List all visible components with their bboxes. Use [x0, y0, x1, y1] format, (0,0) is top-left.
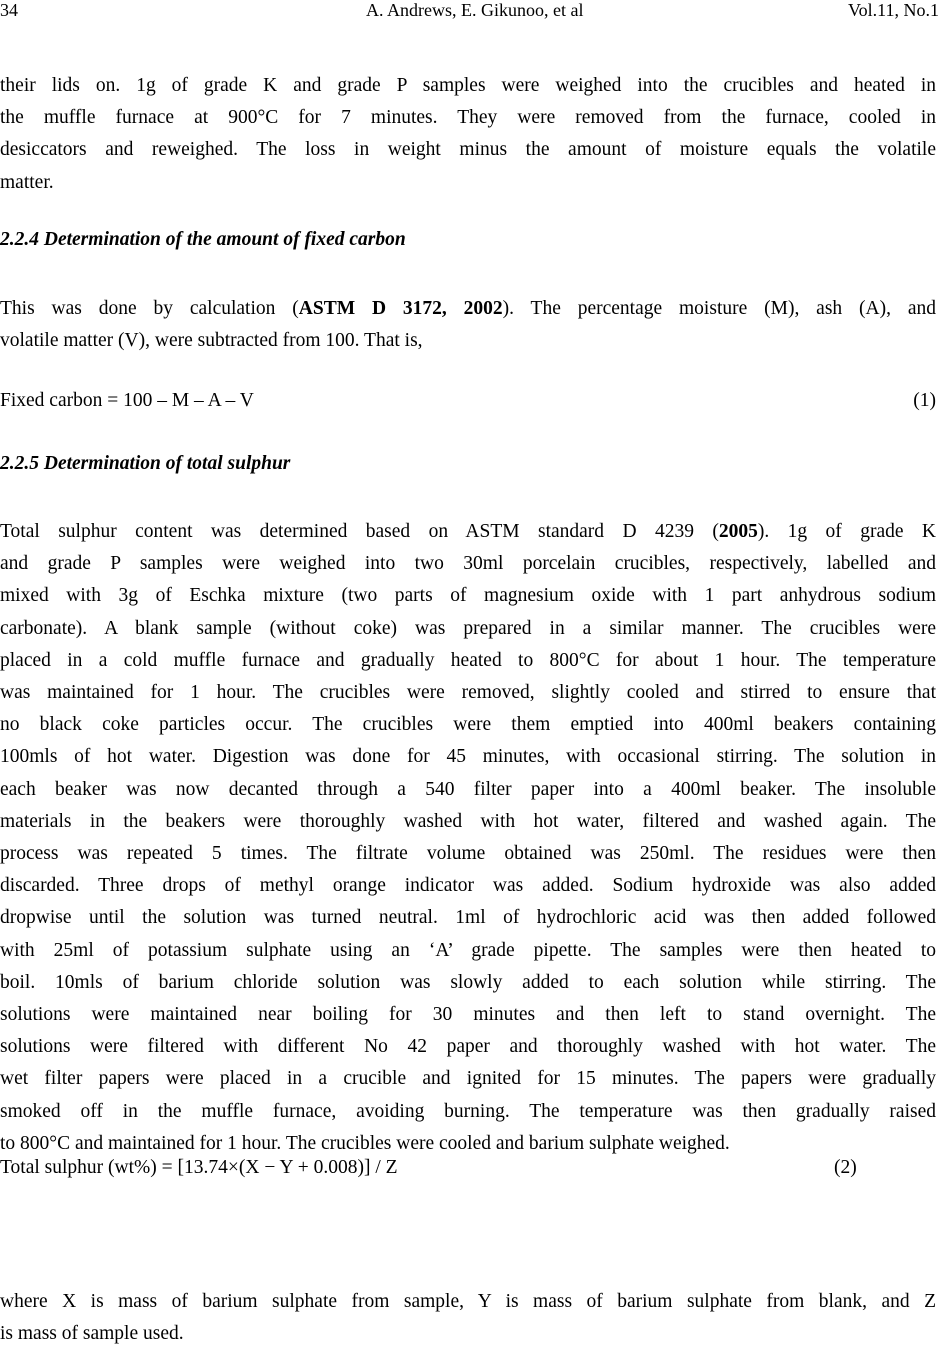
section-heading-total-sulphur: 2.2.5 Determination of total sulphur: [0, 453, 291, 474]
text-line: volatile matter (V), were subtracted from 100. That is,: [0, 330, 423, 352]
equation-number-1: (1): [913, 390, 936, 411]
equation-total-sulphur: Total sulphur (wt%) = [13.74×(X − Y + 0.008)] / Z: [0, 1157, 398, 1178]
text-line: the muffle furnace at 900°C for 7 minutes. They were removed from the furnace, cooled in: [0, 107, 936, 129]
running-header: [0, 0, 939, 24]
running-authors: A. Andrews, E. Gikunoo, et al: [366, 0, 584, 20]
text-line: no black coke particles occur. The crucibles were them emptied into 400ml beakers containing: [0, 714, 936, 736]
text-line: materials in the beakers were thoroughly washed with hot water, filtered and washed again. The: [0, 810, 936, 832]
equation-fixed-carbon: Fixed carbon = 100 – M – A – V: [0, 390, 254, 411]
text-line: each beaker was now decanted through a 540 filter paper into a 400ml beaker. The insoluble: [0, 778, 936, 800]
text-run: ). 1g of grade K: [757, 521, 936, 542]
text-run: This was done by calculation (: [0, 298, 299, 319]
text-run: Total sulphur content was determined based on ASTM standard D 4239 (: [0, 521, 719, 542]
paragraph-volatile-matter: [0, 70, 936, 199]
text-line: was maintained for 1 hour. The crucibles were removed, slightly cooled and stirred to ensure that: [0, 682, 936, 704]
text-line: to 800°C and maintained for 1 hour. The crucibles were cooled and barium sulphate weighed.: [0, 1132, 730, 1154]
text-line: desiccators and reweighed. The loss in weight minus the amount of moisture equals the volatile: [0, 139, 936, 161]
astm-citation: ASTM D 3172, 2002: [298, 298, 503, 319]
text-line: boil. 10mls of barium chloride solution was slowly added to each solution while stirring. The: [0, 971, 936, 993]
text-line: carbonate). A blank sample (without coke) was prepared in a similar manner. The crucibles were: [0, 617, 936, 639]
text-line: wet filter papers were placed in a crucible and ignited for 15 minutes. The papers were gradually: [0, 1068, 936, 1090]
text-line: and grade P samples were weighed into two 30ml porcelain crucibles, respectively, labelled and: [0, 553, 936, 575]
paragraph-total-sulphur: [0, 516, 936, 1160]
text-run: ). The percentage moisture (M), ash (A), and: [502, 298, 937, 319]
text-line: their lids on. 1g of grade K and grade P samples were weighed into the crucibles and heated in: [0, 75, 936, 96]
text-line: matter.: [0, 171, 54, 193]
text-line: solutions were filtered with different No 42 paper and thoroughly washed with hot water. The: [0, 1036, 936, 1058]
paragraph-fixed-carbon: [0, 293, 936, 357]
text-line: [0, 293, 936, 325]
section-heading-fixed-carbon: 2.2.4 Determination of the amount of fixed carbon: [0, 229, 406, 250]
equation-number-2: (2): [834, 1157, 857, 1178]
journal-volume: Vol.11, No.1: [847, 0, 939, 20]
text-line: dropwise until the solution was turned neutral. 1ml of hydrochloric acid was then added followed: [0, 907, 936, 929]
text-line: with 25ml of potassium sulphate using an ‘A’ grade pipette. The samples were then heated to: [0, 939, 936, 961]
paragraph-variable-definitions: [0, 1286, 936, 1350]
page-number: 34: [0, 0, 18, 20]
text-line: process was repeated 5 times. The filtrate volume obtained was 250ml. The residues were then: [0, 843, 936, 865]
text-line: [0, 516, 936, 548]
text-line: placed in a cold muffle furnace and gradually heated to 800°C for about 1 hour. The temperature: [0, 649, 936, 671]
year-citation: 2005: [718, 521, 758, 542]
text-line: solutions were maintained near boiling for 30 minutes and then left to stand overnight. The: [0, 1004, 936, 1026]
text-line: smoked off in the muffle furnace, avoiding burning. The temperature was then gradually raised: [0, 1100, 936, 1122]
text-line: where X is mass of barium sulphate from sample, Y is mass of barium sulphate from blank, and Z: [0, 1291, 936, 1312]
text-line: 100mls of hot water. Digestion was done for 45 minutes, with occasional stirring. The solution in: [0, 746, 936, 768]
text-line: mixed with 3g of Eschka mixture (two parts of magnesium oxide with 1 part anhydrous sodium: [0, 585, 936, 607]
text-line: is mass of sample used.: [0, 1323, 184, 1345]
text-line: discarded. Three drops of methyl orange indicator was added. Sodium hydroxide was also added: [0, 875, 936, 897]
